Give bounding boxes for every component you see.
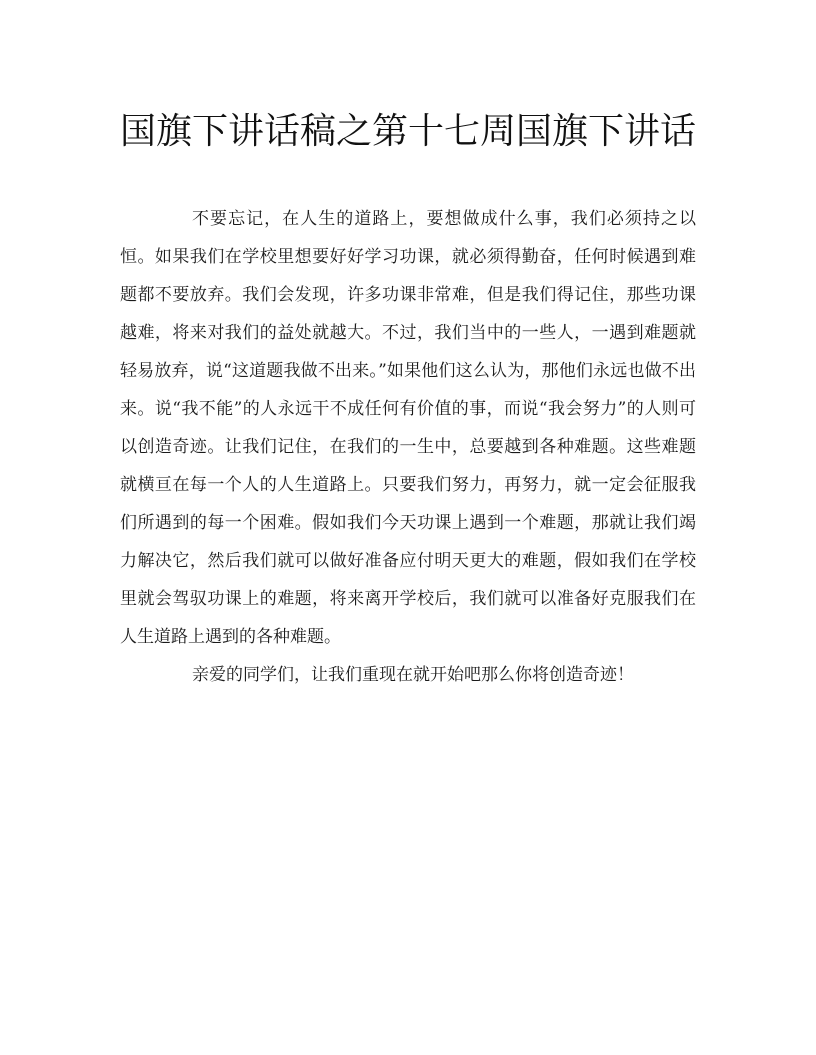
paragraph-2: 亲爱的同学们，让我们重现在就开始吧那么你将创造奇迹！ — [192, 665, 634, 685]
document-body — [120, 200, 696, 694]
document-title: 国旗下讲话稿之第十七周国旗下讲话 — [119, 111, 696, 152]
paragraph-1: 不要忘记，在人生的道路上，要想做成什么事，我们必须持之以恒。如果我们在学校里想要好好学习功课，就必须得勤奋，任何时候遇到难题都不要放弃。我们会发现，许多功课非常难，但是我们得记住，那些功课越难，将来对我们的益处就越大。不过，我们当中的一些人，一遇到难题就轻易放弃，说“这道题我做不出来。”如果他们这么认为，那他们永远也做不出来。说“我不能”的人永远干不成任何有价值的事，而说“我会努力”的人则可以创造奇迹。让我们记住，在我们的一生中，总要越到各种难题。这些难题就横亘在每一个人的人生道路上。只要我们努力，再努力，就一定会征服我们所遇到的每一个困难。假如我们今天功课上遇到一个难题，那就让我们竭力解决它，然后我们就可以做好准备应付明天更大的难题，假如我们在学校里就会驾驭功课上的难题，将来离开学校后，我们就可以准备好克服我们在人生道路上遇到的各种难题。 — [120, 209, 696, 647]
